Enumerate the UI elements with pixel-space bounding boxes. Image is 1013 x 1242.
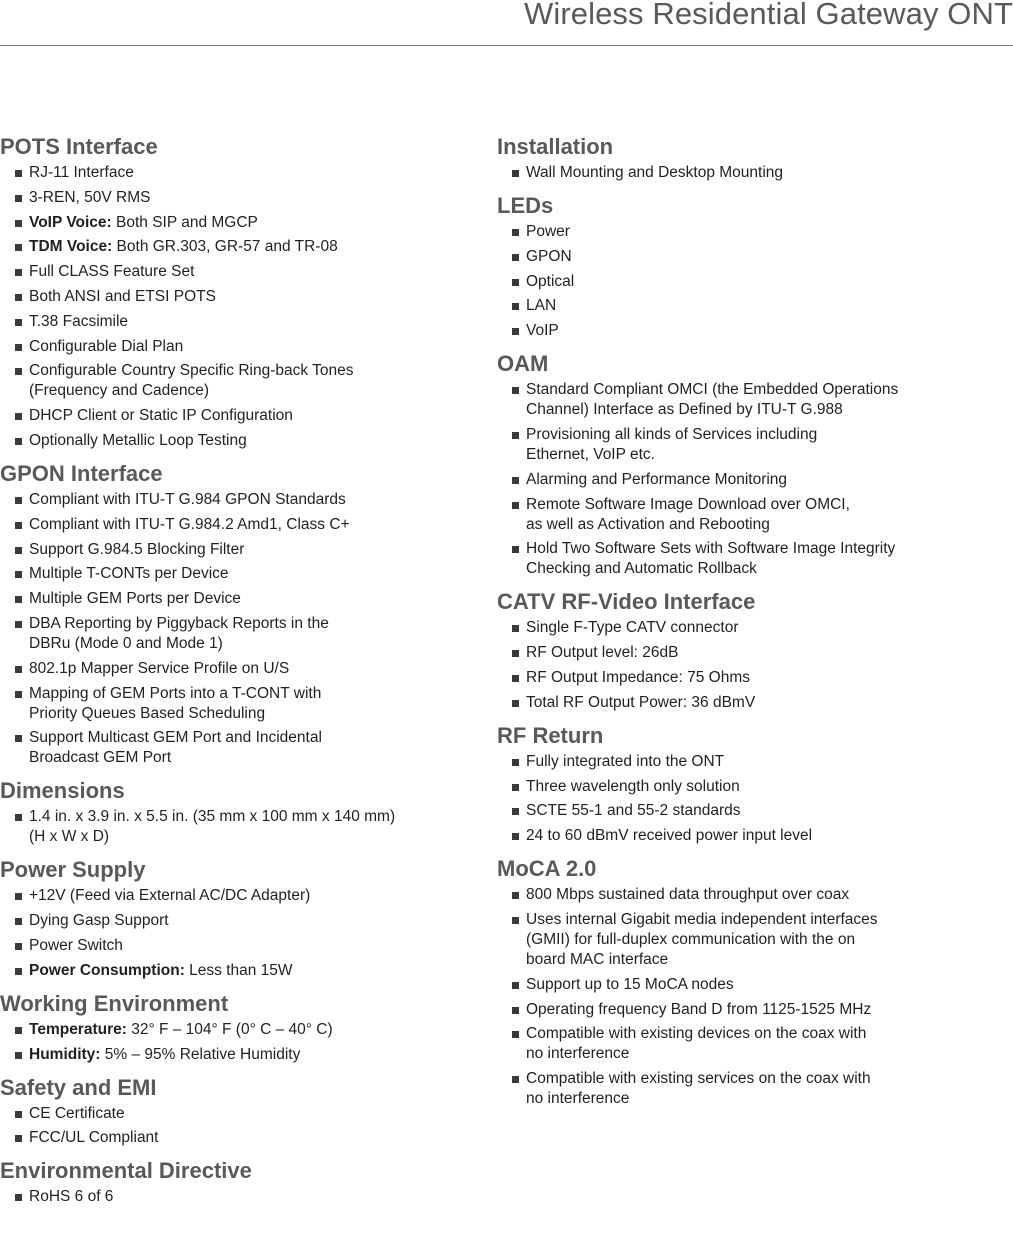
spec-item-line [526, 1044, 1007, 1064]
spec-item-line [526, 470, 1007, 490]
spec-item-text: Operating frequency Band D from 1125-1525 MHz [526, 1000, 872, 1018]
spec-item-text: RF Output Impedance: 75 Ohms [526, 668, 750, 686]
spec-item-text: Ethernet, VoIP etc. [526, 445, 655, 463]
spec-item [0, 540, 470, 560]
spec-section-moca-2-0 [497, 854, 1007, 1109]
section-heading: Safety and EMI [0, 1074, 157, 1100]
spec-item-text: 24 to 60 dBmV received power input level [526, 827, 813, 845]
spec-item-text: Compliant with ITU-T G.984 GPON Standards [29, 490, 346, 508]
spec-item-line [29, 163, 470, 183]
section-heading: Power Supply [0, 857, 146, 883]
spec-item [0, 490, 470, 510]
spec-item-line [29, 381, 470, 401]
spec-item-text: board MAC interface [526, 950, 669, 968]
spec-section-catv-rf-video-interface [497, 587, 1007, 712]
spec-item-label: Humidity: [29, 1045, 101, 1063]
spec-item-line [29, 936, 470, 956]
spec-item-line [526, 668, 1007, 688]
spec-item-text: Total RF Output Power: 36 dBmV [526, 693, 756, 711]
spec-item-line [526, 247, 1007, 267]
spec-item-line [526, 321, 1007, 341]
section-heading: CATV RF-Video Interface [497, 589, 756, 615]
spec-item-line [29, 634, 470, 654]
spec-item [0, 188, 470, 208]
spec-item-text: Uses internal Gigabit media independent interfaces [526, 910, 878, 928]
spec-item [0, 728, 470, 768]
spec-item-line [29, 684, 470, 704]
spec-list [0, 163, 470, 451]
spec-item-line [29, 1104, 470, 1124]
spec-item-label: Power Consumption: [29, 961, 185, 979]
spec-item [497, 380, 1007, 420]
spec-item-line [29, 911, 470, 931]
spec-item [0, 431, 470, 451]
spec-item [497, 1000, 1007, 1020]
spec-item-text: VoIP [526, 322, 559, 340]
spec-item-text: T.38 Facsimile [29, 312, 129, 330]
spec-item-line [29, 406, 470, 426]
spec-item-text: SCTE 55-1 and 55-2 standards [526, 802, 741, 820]
spec-item-line [526, 425, 1007, 445]
spec-item-text: no interference [526, 1090, 630, 1108]
spec-item [497, 826, 1007, 846]
spec-item-text: Both GR.303, GR-57 and TR-08 [112, 238, 338, 256]
spec-item-text: DBA Reporting by Piggyback Reports in the [29, 614, 329, 632]
spec-item-line [29, 1020, 470, 1040]
spec-item [497, 296, 1007, 316]
section-heading: LEDs [497, 193, 554, 218]
spec-item [0, 262, 470, 282]
spec-item-text: Support up to 15 MoCA nodes [526, 975, 734, 993]
spec-item-line [526, 950, 1007, 970]
page-title: Wireless Residential Gateway ONT [523, 0, 1013, 31]
spec-item-text: Compatible with existing devices on the coax with [526, 1025, 867, 1043]
spec-item-line [526, 693, 1007, 713]
spec-item-text: DHCP Client or Static IP Configuration [29, 407, 293, 425]
spec-section-gpon-interface [0, 459, 470, 768]
spec-list [497, 885, 1007, 1109]
spec-item [0, 886, 470, 906]
spec-item-text: +12V (Feed via External AC/DC Adapter) [29, 887, 311, 905]
spec-item-text: Dying Gasp Support [29, 912, 169, 930]
spec-item [497, 1024, 1007, 1064]
spec-item [0, 807, 470, 847]
spec-item [497, 321, 1007, 341]
spec-item-text: Full CLASS Feature Set [29, 263, 195, 281]
spec-item-line [29, 490, 470, 510]
spec-item-line [29, 287, 470, 307]
spec-list [0, 490, 470, 768]
spec-item-line [526, 643, 1007, 663]
spec-item-line [29, 1187, 470, 1207]
spec-item-line [29, 886, 470, 906]
section-heading: GPON Interface [0, 460, 163, 486]
spec-item [0, 1045, 470, 1065]
spec-item-line [29, 337, 470, 357]
spec-section-leds [497, 191, 1007, 341]
spec-item [0, 911, 470, 931]
section-heading: Environmental Directive [0, 1158, 252, 1184]
spec-item-text: Optionally Metallic Loop Testing [29, 431, 247, 449]
spec-item-line [526, 539, 1007, 559]
spec-section-dimensions [0, 776, 470, 847]
section-heading: POTS Interface [0, 134, 158, 159]
spec-item-text: Configurable Country Specific Ring-back Tones [29, 362, 354, 380]
spec-list [0, 1187, 470, 1207]
spec-item-text: 3-REN, 50V RMS [29, 188, 151, 206]
spec-item-text: RJ-11 Interface [29, 164, 134, 181]
spec-item-line [29, 312, 470, 332]
spec-item-line [526, 559, 1007, 579]
spec-item-text: Provisioning all kinds of Services including [526, 425, 818, 443]
spec-item-line [526, 296, 1007, 316]
spec-item [0, 163, 470, 183]
spec-item-text: Three wavelength only solution [526, 777, 740, 795]
spec-item [0, 213, 470, 233]
spec-item-label: TDM Voice: [29, 238, 113, 256]
spec-item-text: RoHS 6 of 6 [29, 1188, 114, 1206]
spec-item-text: 800 Mbps sustained data throughput over coax [526, 886, 850, 904]
spec-list [497, 163, 1007, 183]
spec-item-text: Mapping of GEM Ports into a T-CONT with [29, 684, 322, 702]
spec-list [497, 380, 1007, 579]
spec-item [0, 1128, 470, 1148]
spec-item [497, 618, 1007, 638]
spec-section-working-environment [0, 989, 470, 1065]
spec-item [497, 1069, 1007, 1109]
spec-item-text: Less than 15W [184, 961, 293, 979]
spec-item-text: no interference [526, 1045, 630, 1063]
spec-item-line [29, 589, 470, 609]
spec-item [497, 975, 1007, 995]
spec-item-line [526, 752, 1007, 772]
spec-item-line [526, 495, 1007, 515]
spec-item-line [526, 885, 1007, 905]
spec-item-line [526, 777, 1007, 797]
spec-list [0, 1020, 470, 1065]
spec-item-line [29, 728, 470, 748]
spec-item [497, 801, 1007, 821]
spec-item-text: DBRu (Mode 0 and Mode 1) [29, 634, 223, 652]
spec-item-text: RF Output level: 26dB [526, 644, 679, 662]
spec-item-line [29, 827, 470, 847]
spec-item-text: Multiple GEM Ports per Device [29, 590, 241, 608]
spec-item [0, 961, 470, 981]
spec-item-line [526, 272, 1007, 292]
spec-item-text: (Frequency and Cadence) [29, 382, 210, 400]
spec-list [0, 807, 470, 847]
spec-item [0, 515, 470, 535]
spec-item-text: (H x W x D) [29, 828, 110, 846]
spec-item [497, 910, 1007, 970]
spec-item-text: Broadcast GEM Port [29, 749, 172, 767]
spec-item [0, 1104, 470, 1124]
spec-item [0, 659, 470, 679]
spec-item [497, 163, 1007, 183]
spec-item-line [29, 614, 470, 634]
spec-item-text: GPON [526, 247, 572, 265]
spec-item-text: Compatible with existing services on the coax with [526, 1070, 871, 1088]
spec-column-left [0, 132, 470, 1212]
spec-item-line [29, 659, 470, 679]
spec-item [497, 470, 1007, 490]
spec-item-line [526, 618, 1007, 638]
spec-item-text: Support Multicast GEM Port and Incidental [29, 729, 322, 747]
spec-item-text: Both SIP and MGCP [111, 213, 258, 231]
spec-section-power-supply [0, 855, 470, 980]
spec-item-line [526, 400, 1007, 420]
section-heading: OAM [497, 351, 549, 377]
spec-item [497, 668, 1007, 688]
spec-item-text: (GMII) for full-duplex communication with the on [526, 930, 856, 948]
spec-list [0, 886, 470, 980]
spec-item [497, 777, 1007, 797]
spec-item-text: 5% – 95% Relative Humidity [100, 1045, 301, 1063]
title-divider [0, 45, 1013, 46]
spec-item-line [526, 801, 1007, 821]
spec-item-line [29, 748, 470, 768]
spec-item [497, 272, 1007, 292]
spec-item [0, 361, 470, 401]
spec-item-text: Configurable Dial Plan [29, 337, 184, 355]
spec-item [497, 752, 1007, 772]
spec-item-line [29, 262, 470, 282]
spec-item-line [526, 1069, 1007, 1089]
spec-item-text: Checking and Automatic Rollback [526, 560, 757, 578]
spec-item-text: 802.1p Mapper Service Profile on U/S [29, 659, 290, 677]
spec-item [0, 1020, 470, 1040]
spec-item-text: FCC/UL Compliant [29, 1129, 159, 1147]
spec-item [497, 222, 1007, 242]
spec-item-line [526, 1089, 1007, 1109]
spec-item-text: LAN [526, 297, 557, 315]
spec-item-text: Power Switch [29, 936, 123, 954]
spec-item-text: Channel) Interface as Defined by ITU-T G.988 [526, 401, 843, 419]
spec-item [0, 936, 470, 956]
spec-column-right [497, 132, 1007, 1114]
spec-item-text: Compliant with ITU-T G.984.2 Amd1, Class C+ [29, 515, 350, 533]
spec-item-line [526, 222, 1007, 242]
spec-item-text: CE Certificate [29, 1104, 125, 1122]
spec-item-line [29, 188, 470, 208]
spec-item-line [526, 445, 1007, 465]
spec-section-safety-and-emi [0, 1073, 470, 1149]
spec-item-label: Temperature: [29, 1020, 127, 1038]
spec-item-line [29, 540, 470, 560]
spec-item-line [526, 930, 1007, 950]
section-heading: Installation [497, 134, 614, 159]
spec-section-oam [497, 349, 1007, 579]
spec-item [0, 614, 470, 654]
spec-item [497, 425, 1007, 465]
spec-item-line [526, 826, 1007, 846]
spec-item-line [29, 1045, 470, 1065]
spec-item-text: Support G.984.5 Blocking Filter [29, 540, 245, 558]
spec-item-text: Wall Mounting and Desktop Mounting [526, 164, 784, 181]
spec-item [0, 589, 470, 609]
spec-item [497, 693, 1007, 713]
spec-item-label: VoIP Voice: [29, 213, 112, 231]
spec-item-line [29, 1128, 470, 1148]
spec-item-text: Alarming and Performance Monitoring [526, 470, 788, 488]
spec-item-line [29, 564, 470, 584]
spec-item-line [526, 1024, 1007, 1044]
spec-section-environmental-directive [0, 1156, 470, 1207]
spec-item [497, 885, 1007, 905]
spec-item [0, 684, 470, 724]
spec-section-rf-return [497, 721, 1007, 846]
spec-item-text: Multiple T-CONTs per Device [29, 565, 229, 583]
spec-item-text: 32° F – 104° F (0° C – 40° C) [126, 1020, 333, 1038]
spec-item-line [526, 380, 1007, 400]
spec-item-line [526, 1000, 1007, 1020]
spec-section-installation [497, 132, 1007, 183]
section-heading: Dimensions [0, 778, 125, 804]
spec-item-text: Power [526, 223, 570, 240]
spec-list [497, 752, 1007, 846]
spec-item [0, 406, 470, 426]
spec-list [497, 222, 1007, 341]
spec-item-line [526, 910, 1007, 930]
spec-item-line [526, 163, 1007, 183]
spec-item [0, 337, 470, 357]
spec-item-text: Priority Queues Based Scheduling [29, 704, 266, 722]
spec-item [497, 539, 1007, 579]
spec-item-line [29, 213, 470, 233]
spec-item-line [29, 515, 470, 535]
spec-section-pots-interface [0, 132, 470, 451]
spec-item-text: as well as Activation and Rebooting [526, 515, 770, 533]
spec-item [0, 564, 470, 584]
spec-item-line [29, 961, 470, 981]
spec-item-text: Both ANSI and ETSI POTS [29, 287, 216, 305]
spec-item-line [526, 975, 1007, 995]
spec-item-line [526, 515, 1007, 535]
spec-item [0, 287, 470, 307]
spec-item-text: Remote Software Image Download over OMCI, [526, 495, 850, 513]
spec-item-text: Standard Compliant OMCI (the Embedded Operations [526, 381, 899, 399]
spec-list [497, 618, 1007, 712]
spec-item [0, 237, 470, 257]
spec-item-text: Fully integrated into the ONT [526, 752, 725, 770]
spec-item-line [29, 361, 470, 381]
spec-item-text: Optical [526, 272, 575, 290]
spec-item [0, 312, 470, 332]
spec-item [0, 1187, 470, 1207]
spec-item [497, 247, 1007, 267]
section-heading: RF Return [497, 722, 604, 748]
section-heading: Working Environment [0, 990, 229, 1016]
spec-item-text: Hold Two Software Sets with Software Image Integrity [526, 540, 896, 558]
spec-item-line [29, 704, 470, 724]
spec-item [497, 643, 1007, 663]
spec-item-line [29, 431, 470, 451]
spec-list [0, 1104, 470, 1149]
spec-item-line [29, 237, 470, 257]
spec-item-line [29, 807, 470, 827]
spec-item-text: 1.4 in. x 3.9 in. x 5.5 in. (35 mm x 100 mm x 140 mm) [29, 808, 396, 826]
spec-item [497, 495, 1007, 535]
spec-item-text: Single F-Type CATV connector [526, 619, 739, 637]
section-heading: MoCA 2.0 [497, 856, 597, 882]
